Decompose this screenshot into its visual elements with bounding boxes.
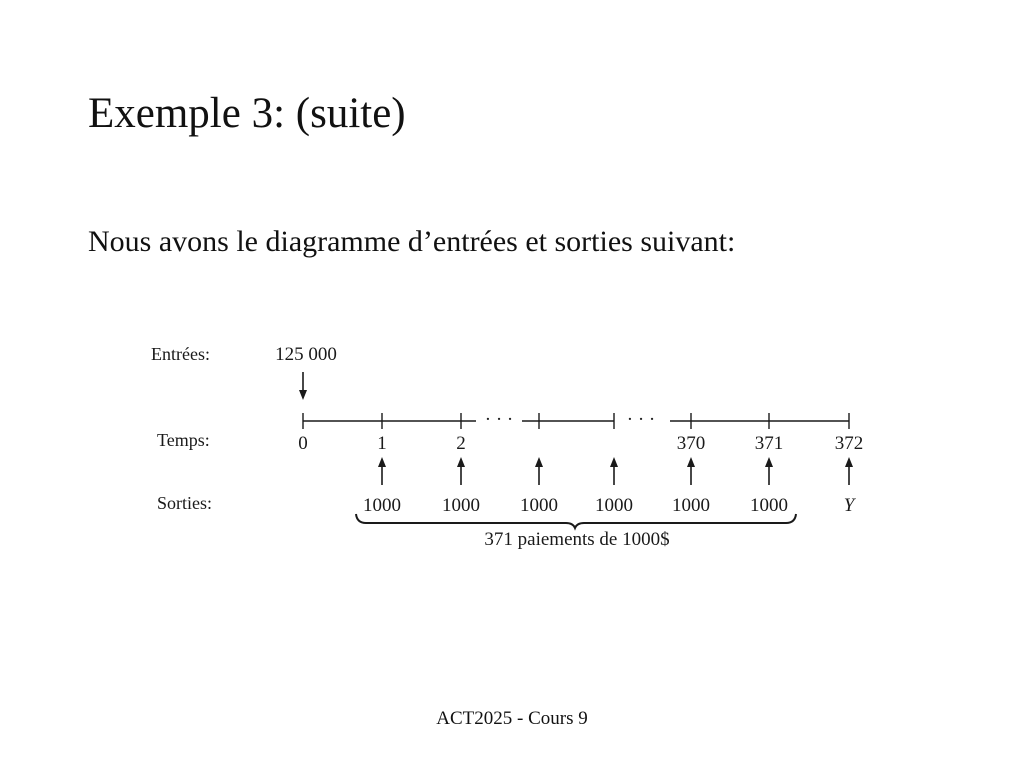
slide-intro-text: Nous avons le diagramme d’entrées et sorties suivant:	[88, 225, 736, 258]
time-label: 1	[377, 433, 387, 454]
outflow-amount: 1000	[442, 495, 480, 516]
final-payment-y: Y	[843, 495, 855, 516]
row-label-sorties: Sorties:	[157, 493, 213, 513]
outflow-amount: 1000	[672, 495, 710, 516]
time-label: 371	[754, 433, 784, 454]
brace-label: 371 paiements de 1000$	[484, 529, 670, 550]
time-label: 2	[456, 433, 466, 454]
row-label-temps: Temps:	[157, 430, 210, 450]
outflow-amount: 1000	[750, 495, 788, 516]
outflow-amount: 1000	[363, 495, 401, 516]
time-label: 0	[298, 433, 308, 454]
outflow-amount: 1000	[595, 495, 633, 516]
time-label: 370	[676, 433, 706, 454]
row-label-entrees: Entrées:	[151, 344, 210, 364]
timeline-ellipsis: · · ·	[484, 409, 514, 430]
slide-footer: ACT2025 - Cours 9	[436, 708, 588, 729]
inflow-amount: 125 000	[275, 344, 337, 365]
slide-title: Exemple 3: (suite)	[88, 90, 406, 137]
outflow-amount: 1000	[520, 495, 558, 516]
timeline-ellipsis: · · ·	[626, 409, 656, 430]
time-label: 372	[834, 433, 864, 454]
payments-brace	[356, 514, 796, 528]
